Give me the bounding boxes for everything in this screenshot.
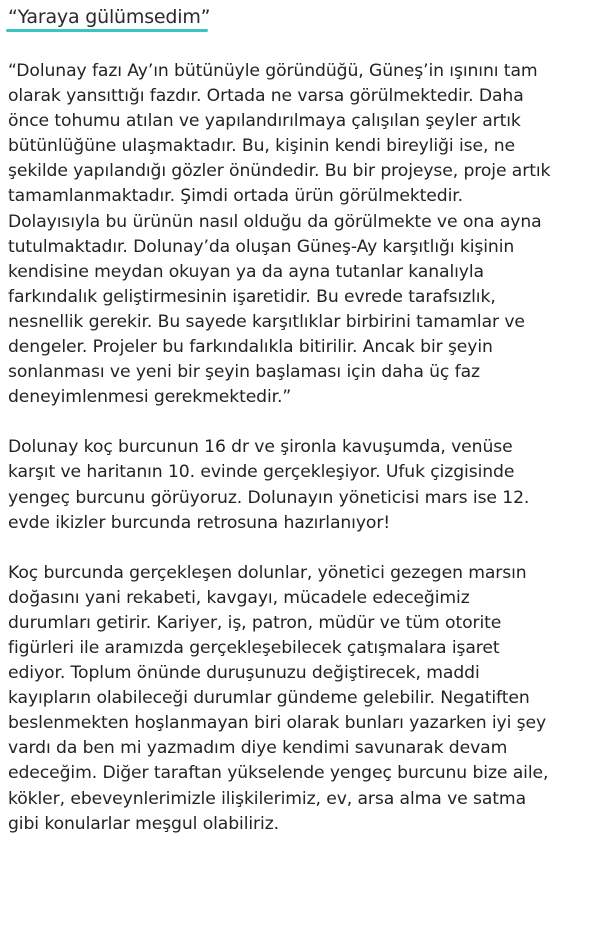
title-underline — [6, 29, 208, 32]
paragraph-quote: “Dolunay fazı Ay’ın bütünüyle göründüğü, Güneş’in ışınını tam olarak yansıttığı fazdır. Ortada ne varsa görülmektedir. Daha önce tohumu atılan ve yapılandırılmaya çalışılan şeyler artık bütünlüğüne ulaşmaktadır. Bu, kişinin kendi bireyliği ise, ne şekilde yapılandığı gözler önündedir. Bu bir projeyse, proje artık tamamlanmaktadır. Şimdi ortada ürün görülmektedir. Dolayısıyla bu ürünün nasıl olduğu da görülmekte ve ona ayna tutulmaktadır. Dolunay’da oluşan Güneş-Ay karşıtlığı kişinin kendisine meydan okuyan ya da ayna tutanlar kanalıyla farkındalık geliştirmesinin işaretidir. Bu evrede tarafsızlık, nesnellik gerekir. Bu sayede karşıtlıklar birbirini tamamlar ve dengeler. Projeler bu farkındalıkla bitirilir. Ancak bir şeyin sonlanması ve yeni bir şeyin başlaması için daha üç faz deneyimlenmesi gerekmektedir.” — [8, 61, 551, 408]
title-block — [8, 6, 218, 28]
page-title: “Yaraya gülümsedim” — [8, 6, 211, 28]
paragraph-aries-full-moon: Koç burcunda gerçekleşen dolunlar, yönetici gezegen marsın doğasını yani rekabeti, kavgayı, mücadele edeceğimiz durumları getirir. Kariyer, iş, patron, müdür ve tüm otorite figürleri ile aramızda gerçekleşebilecek çatışmalara işaret ediyor. Toplum önünde duruşunuzu değiştirecek, maddi kayıpların olabileceği durumlar gündeme gelebilir. Negatiften beslenmekten hoşlanmayan biri olarak bunları yazarken iyi şey vardı da ben mi yazmadım diye kendimi savunarak devam edeceğim. Diğer taraftan yükselende yengeç burcunu bize aile, kökler, ebeveynlerimizle ilişkilerimiz, ev, arsa alma ve satma gibi konularlar meşgul olabiliriz. — [8, 562, 549, 834]
paragraph-full-moon-position: Dolunay koç burcunun 16 dr ve şironla kavuşumda, venüse karşıt ve haritanın 10. evinde gerçekleşiyor. Ufuk çizgisinde yengeç burcunu görüyoruz. Dolunayın yöneticisi mars ise 12. evde ikizler burcunda retrosuna hazırlanıyor! — [8, 437, 530, 533]
article-body — [8, 59, 600, 837]
